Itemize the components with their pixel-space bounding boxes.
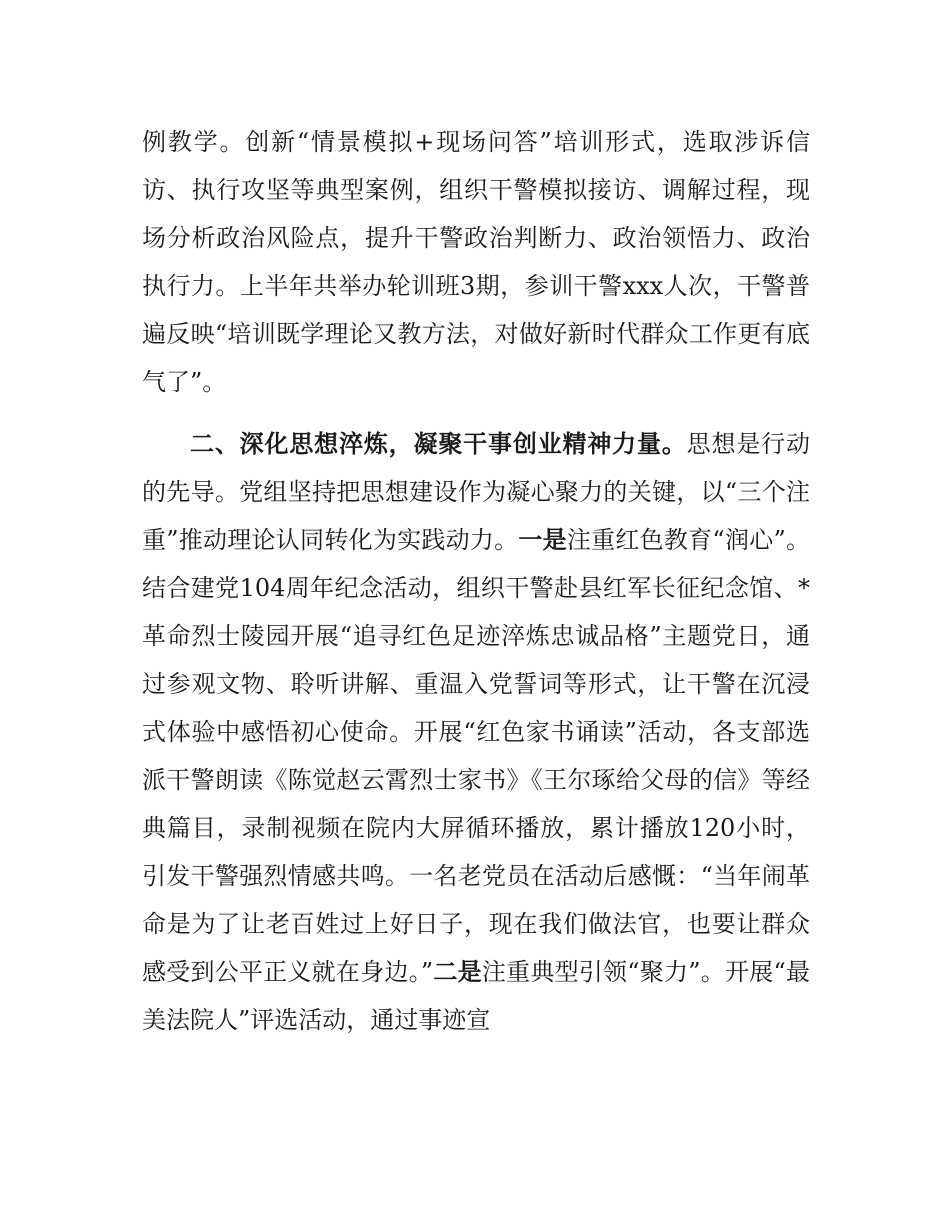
point-one-marker: 一是 [518,526,567,554]
paragraph-training-text: 例教学。创新“情景模拟+现场问答”培训形式，选取涉诉信访、执行攻坚等典型案例，组织干警模拟接访、调解过程，现场分析政治风险点，提升干警政治判断力、政治领悟力、政治执行力。上半年共举办轮训班3期，参训干警xxx人次，干警普遍反映“培训既学理论又教方法，对做好新时代群众工作更有底气了”。 [142,128,810,396]
point-two-text: 注重典型引领“聚力”。开展“最美法院人”评选活动，通过事迹宣 [142,958,811,1034]
section-heading: 二、深化思想淬炼，凝聚干事创业精神力量。 [190,430,687,458]
document-page [142,118,810,1044]
point-one-text: 注重红色教育“润心”。结合建党104周年纪念活动，组织干警赴县红军长征纪念馆、*革命烈士陵园开展“追寻红色足迹淬炼忠诚品格”主题党日，通过参观文物、聆听讲解、重温入党誓词等形式，让干警在沉浸式体验中感悟初心使命。开展“红色家书诵读”活动，各支部选派干警朗读《陈觉赵云霄烈士家书》《王尔琢给父母的信》等经典篇目，录制视频在院内大屏循环播放，累计播放120小时，引发干警强烈情感共鸣。一名老党员在活动后感慨：“当年闹革命是为了让老百姓过上好日子，现在我们做法官，也要让群众感受到公平正义就在身边。” [142,526,810,986]
point-two-marker: 二是 [433,958,482,986]
paragraph-ideology [142,420,810,1044]
section-intro: 思想是行动的先导。党组坚持把思想建设作为凝心聚力的关键，以“三个注重”推动理论认同转化为实践动力。 [142,430,811,554]
paragraph-training [142,118,810,406]
